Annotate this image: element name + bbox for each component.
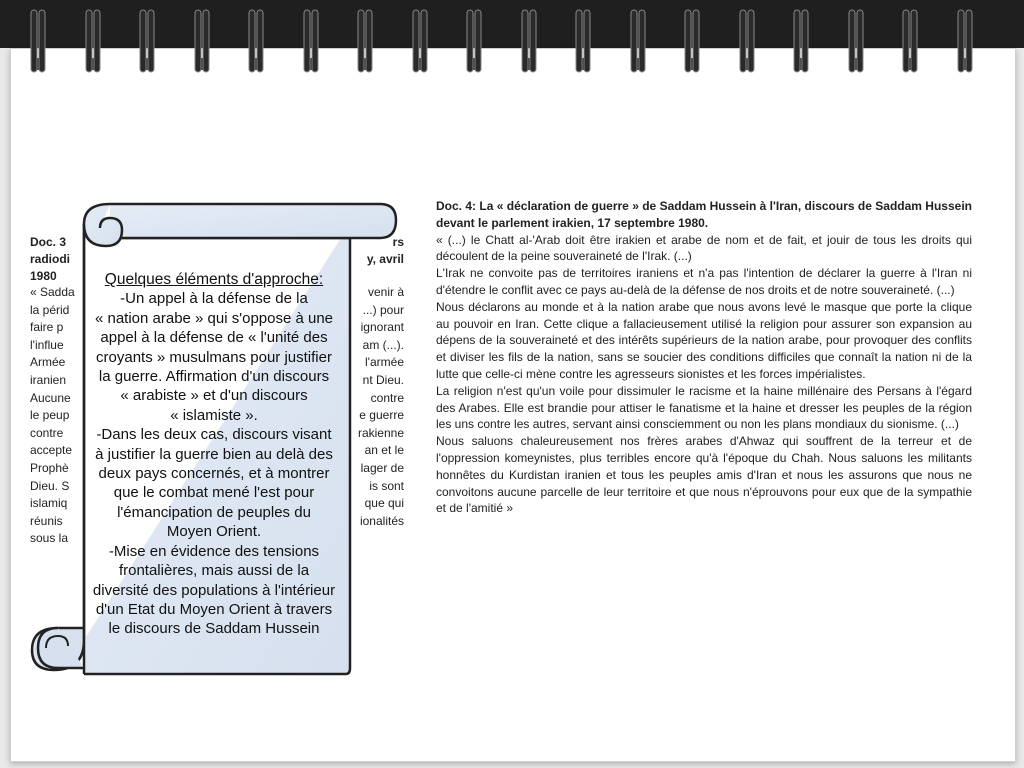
- scroll-line: à justifier la guerre bien au delà des: [95, 445, 333, 463]
- doc4-paragraph: Nous saluons chaleureusement nos frères arabes d'Ahwaz qui souffrent de la terreur et de l'oppression komeynistes, plus terribles encore qu'à l'époque du Chah. Nous saluons les militants honnêtes du Kurdistan iranien et tous les peuples amis d'Iran et nous les assurons que nous ne convoitons aucune parcelle de leur territoire et que nous n'éprouvons pour eux que de la sympathie et de l'amitié »: [436, 434, 972, 516]
- doc3-body-fragment: la périd: [30, 302, 70, 317]
- doc3-title-frag-1: Doc. 3: [30, 235, 67, 249]
- doc3-body-fragment: l'armée: [365, 355, 404, 370]
- spiral-ring-icon: [355, 8, 375, 74]
- spiral-ring-icon: [137, 8, 157, 74]
- spiral-ring-icon: [900, 8, 920, 74]
- doc3-body-fragment: réunis: [30, 513, 63, 528]
- scroll-callout-text: [80, 270, 348, 639]
- doc3-body-fragment: ionalités: [359, 513, 404, 528]
- doc4-block: [436, 198, 972, 517]
- doc3-body-fragment: iranien: [30, 373, 67, 387]
- spiral-ring-icon: [301, 8, 321, 74]
- spiral-ring-icon: [737, 8, 757, 74]
- scroll-line: le discours de Saddam Hussein: [108, 620, 320, 638]
- doc3-body-fragment: contre: [30, 425, 64, 440]
- doc3-body-fragment: venir à: [367, 285, 404, 299]
- doc3-body-fragment: islamiq: [30, 496, 68, 511]
- scroll-line: d'un Etat du Moyen Orient à travers: [95, 600, 333, 618]
- scroll-line: Moyen Orient.: [166, 523, 262, 541]
- doc3-body-fragment: Prophè: [30, 461, 69, 475]
- scroll-line: la guerre. Affirmation d'un discours: [98, 368, 330, 386]
- doc3-title-frag-5: 1980: [30, 269, 57, 283]
- scroll-line: croyants » musulmans pour justifier: [96, 348, 332, 366]
- doc3-title-frag-3: radiodi: [30, 252, 71, 266]
- doc3-title-frag-4: y, avril: [366, 252, 404, 266]
- doc3-body-fragment: Dieu. S: [30, 478, 70, 493]
- doc3-body-fragment: l'influe: [30, 337, 64, 352]
- doc3-title-frag-2: rs: [392, 235, 404, 249]
- spiral-ring-icon: [573, 8, 593, 74]
- doc3-body-fragment: rakienne: [357, 425, 404, 440]
- spiral-ring-icon: [410, 8, 430, 74]
- spiral-ring-icon: [192, 8, 212, 74]
- scroll-line: deux pays concernés, et à montrer: [98, 465, 330, 483]
- doc3-body-fragment: le peup: [30, 408, 70, 423]
- spiral-ring-icon: [246, 8, 266, 74]
- scroll-line: frontalières, mais aussi de la: [118, 562, 310, 580]
- spiral-ring-icon: [28, 8, 48, 74]
- scroll-line: appel à la défense de « l'unité des: [100, 329, 328, 347]
- scroll-line: « nation arabe » qui s'oppose à une: [94, 309, 334, 327]
- doc3-body-fragment: sous la: [30, 531, 69, 546]
- doc3-body-fragment: contre: [370, 390, 404, 405]
- scroll-lines: [80, 289, 348, 638]
- spiral-ring-icon: [464, 8, 484, 74]
- doc3-body-fragment: lager de: [360, 461, 404, 475]
- scroll-line: diversité des populations à l'intérieur: [92, 581, 336, 599]
- doc3-body-fragment: Aucune: [30, 390, 71, 405]
- doc4-paragraph: « (...) le Chatt al-'Arab doit être irakien et arabe de nom et de fait, et jouir de tous les droits qui découlent de la peine souveraineté de l'Irak. (...): [436, 232, 972, 264]
- doc3-body-fragment: ...) pour: [362, 302, 404, 317]
- scroll-line: « islamiste ».: [170, 406, 258, 424]
- doc3-body-fragment: e guerre: [359, 408, 404, 423]
- doc3-body-fragment: que qui: [364, 496, 404, 511]
- spiral-ring-icon: [846, 8, 866, 74]
- doc4-paragraph: Nous déclarons au monde et à la nation arabe que nous avons levé le masque que porte la clique au pouvoir en Iran. Cette clique a fallacieusement utilisé la religion pour assurer son expansion au dépens de la souveraineté et des intérêts supérieurs de la nation arabe, pour provoquer des conflits et diviser les fils de la nation, sans se soucier des conditions difficiles que connaît la nation ni de la lutte que celle-ci mène contre les agresseurs sionistes et les forces impérialistes.: [436, 299, 972, 381]
- doc3-body-fragment: an et le: [364, 443, 404, 458]
- spiral-ring-icon: [682, 8, 702, 74]
- spiral-ring-icon: [955, 8, 975, 74]
- doc3-body-fragment: accepte: [30, 443, 73, 458]
- scroll-line: « arabiste » et d'un discours: [120, 387, 308, 405]
- doc4-title: Doc. 4: La « déclaration de guerre » de Saddam Hussein à l'Iran, discours de Saddam Hussein devant le parlement irakien, 17 septembre 1980.: [436, 199, 972, 230]
- spiral-ring-icon: [791, 8, 811, 74]
- doc3-body-fragment: Armée: [30, 355, 66, 370]
- scroll-line: -Un appel à la défense de la: [120, 290, 308, 308]
- doc3-body-fragment: nt Dieu.: [362, 373, 404, 387]
- doc4-paragraph: L'Irak ne convoite pas de territoires iraniens et n'a pas l'intention de déclarer la guerre à l'Iran ni d'étendre le conflit avec ce pays au-delà de la défense de nos droits et de notre souveraineté. (...): [436, 266, 972, 297]
- scroll-line: l'émancipation de peuples du: [117, 503, 311, 521]
- spiral-ring-icon: [519, 8, 539, 74]
- doc3-body-fragment: faire p: [30, 320, 64, 335]
- scroll-line: -Mise en évidence des tensions: [108, 542, 320, 560]
- doc4-paragraph: La religion n'est qu'un voile pour dissimuler le racisme et la haine millénaire des Persans à l'égard des Arabes. Elle est brandie pour attiser le fanatisme et la haine et dresser les peuples de la région les uns contre les autres, servant ainsi consciemment ou non les plans mondiaux du sionisme. (...): [436, 383, 972, 432]
- doc3-body-fragment: is sont: [369, 478, 404, 493]
- doc3-body-fragment: « Sadda: [30, 285, 75, 299]
- doc3-body-fragment: am (...).: [362, 337, 404, 352]
- spiral-ring-icon: [628, 8, 648, 74]
- scroll-title: Quelques éléments d'approche:: [104, 271, 324, 288]
- scroll-line: -Dans les deux cas, discours visant: [96, 426, 332, 444]
- scroll-line: que le combat mené l'est pour: [113, 484, 315, 502]
- spiral-ring-icon: [83, 8, 103, 74]
- doc3-body-fragment: ignorant: [360, 320, 404, 335]
